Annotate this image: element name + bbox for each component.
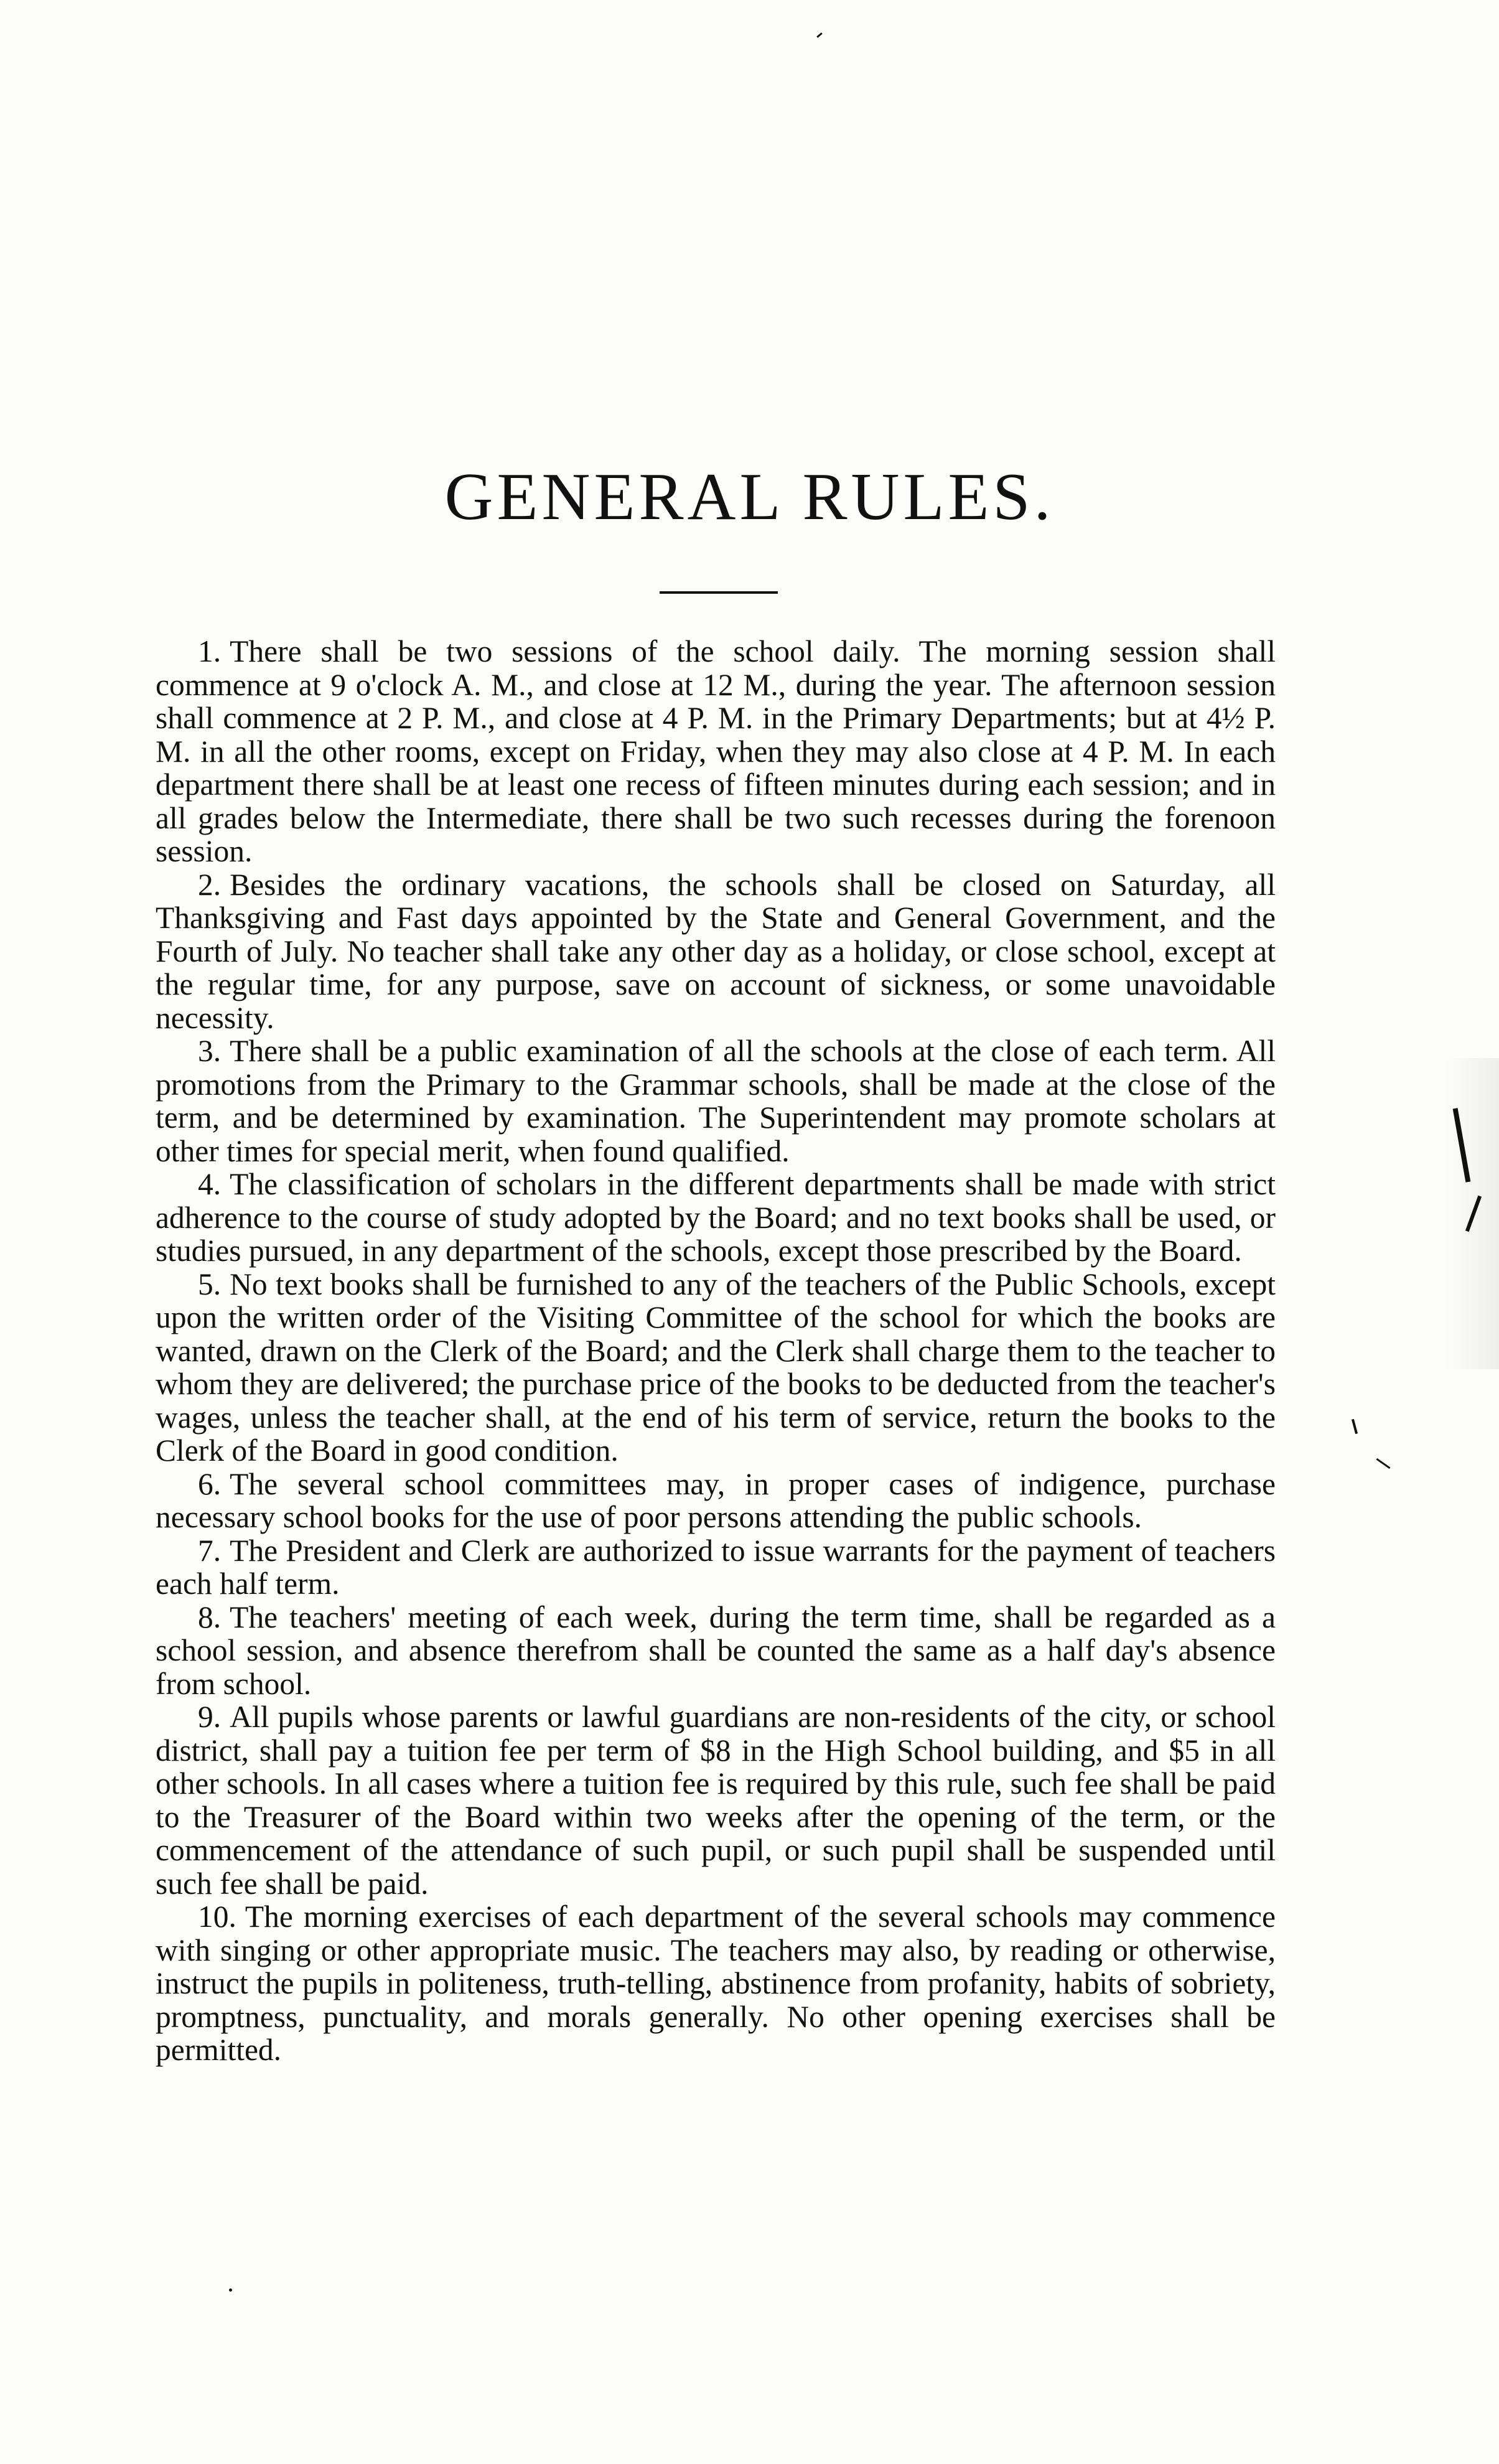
rule-text: The classification of scholars in the different departments shall be made with strict adherence to the course of study adopted by the Board; and no text books shall be used, or studies pursued, in any department of the schools, except those prescribed by the Board. — [156, 1167, 1276, 1268]
rule-text: The teachers' meeting of each week, during the term time, shall be regarded as a school session, and absence therefrom shall be counted the same as a half day's absence from school. — [156, 1600, 1276, 1701]
page-title: GENERAL RULES. — [444, 460, 1055, 534]
rule-number: 7. — [198, 1533, 222, 1568]
rule-number: 4. — [198, 1167, 222, 1201]
rule-item — [156, 1034, 1276, 1168]
rule-text: Besides the ordinary vacations, the schools shall be closed on Saturday, all Thanksgiving and Fast days appointed by the State and General Government, and the Fourth of July. No teacher shall take any other day as a holiday, or close school, except at the regular time, for any purpose, save on account of sickness, or some unavoidable necessity. — [156, 867, 1276, 1035]
rule-text: No text books shall be furnished to any of the teachers of the Public Schools, except upon the written order of the Visiting Committee of the school for which the books are wanted, drawn on the Clerk of the Board; and the Clerk shall charge them to the teacher to whom they are delivered; the purchase price of the books to be deducted from the teacher's wages, unless the teacher shall, at the end of his term of service, return the books to the Clerk of the Board in good condition. — [156, 1267, 1276, 1468]
rule-item — [156, 1900, 1276, 2067]
scan-mark-top — [816, 32, 823, 38]
rule-text: There shall be a public examination of all the schools at the close of each term. All promotions from the Primary to the Grammar schools, shall be made at the close of the term, and be determined by examination. The Superintendent may promote scholars at other times for special merit, when found qualified. — [156, 1034, 1276, 1168]
scan-mark-edge — [1352, 1419, 1358, 1434]
rule-text: The President and Clerk are authorized to issue warrants for the payment of teachers each half term. — [156, 1533, 1276, 1601]
rule-text: There shall be two sessions of the school daily. The morning session shall commence at 9 o'clock A. M., and close at 12 M., during the year. The afternoon session shall commence at 2 P. M., and close at 4 P. M. in the Primary Departments; but at 4½ P. M. in all the other rooms, except on Friday, when they may also close at 4 P. M. In each department there shall be at least one recess of fifteen minutes during each session; and in all grades below the Intermediate, there shall be two such recesses during the forenoon session. — [156, 634, 1276, 868]
rule-item — [156, 1268, 1276, 1468]
rules-list — [156, 635, 1276, 2067]
rule-item — [156, 1700, 1276, 1900]
rule-item — [156, 1601, 1276, 1701]
rule-number: 10. — [198, 1900, 236, 1934]
rule-number: 3. — [198, 1034, 222, 1068]
scan-mark-bottom — [229, 2288, 232, 2292]
page-edge-shadow — [1443, 1058, 1499, 1369]
rule-item — [156, 1468, 1276, 1534]
rule-number: 1. — [198, 634, 222, 668]
rule-item — [156, 635, 1276, 868]
scan-mark-edge — [1376, 1458, 1390, 1469]
rule-number: 2. — [198, 867, 222, 902]
rule-number: 5. — [198, 1267, 222, 1301]
title-underline-rule — [660, 591, 778, 594]
rule-text: All pupils whose parents or lawful guardians are non-residents of the city, or school district, shall pay a tuition fee per term of $8 in the High School building, and $5 in all other schools. In all cases where a tuition fee is required by this rule, such fee shall be paid to the Treasurer of the Board within two weeks after the opening of the term, or the commencement of the attendance of such pupil, or such pupil shall be suspended until such fee shall be paid. — [156, 1700, 1276, 1901]
rule-item — [156, 868, 1276, 1035]
rule-number: 9. — [198, 1700, 222, 1734]
rule-item — [156, 1534, 1276, 1601]
rule-text: The morning exercises of each department of the several schools may commence with singing or other appropriate music. The teachers may also, by reading or otherwise, instruct the pupils in politeness, truth-telling, abstinence from profanity, habits of sobriety, promptness, punctuality, and morals generally. No other opening exercises shall be permitted. — [156, 1900, 1276, 2067]
rule-text: The several school committees may, in proper cases of indigence, purchase necessary school books for the use of poor persons attending the public schools. — [156, 1466, 1276, 1534]
rule-item — [156, 1168, 1276, 1268]
rule-number: 6. — [198, 1466, 222, 1501]
rule-number: 8. — [198, 1600, 222, 1634]
